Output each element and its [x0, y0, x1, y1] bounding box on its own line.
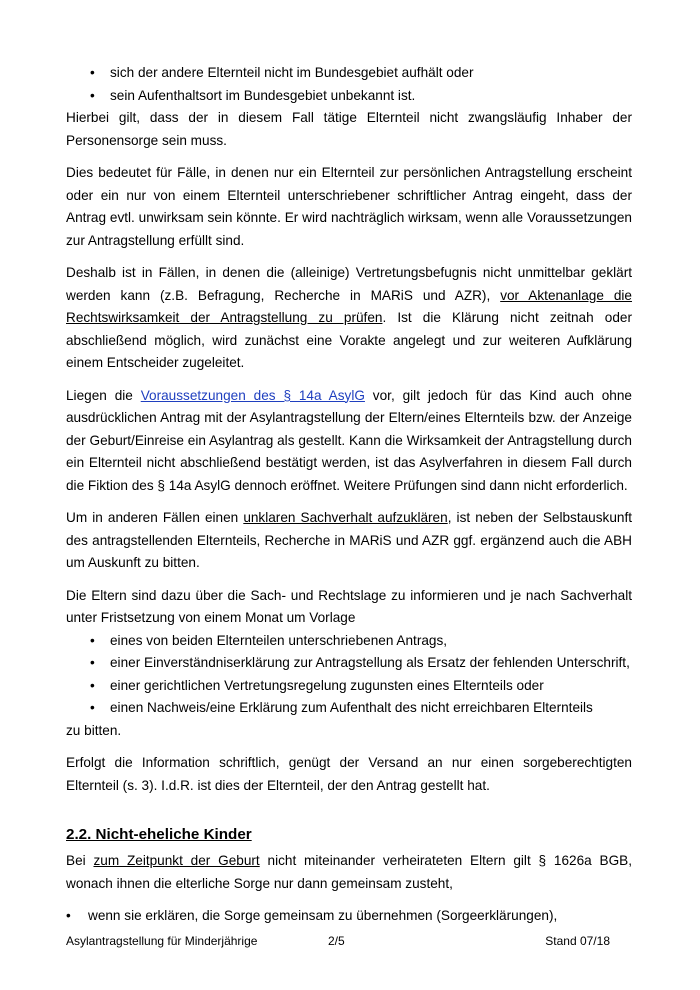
page-footer: [66, 934, 632, 950]
bullet-item: • sein Aufenthaltsort im Bundesgebiet unbekannt ist.: [66, 85, 632, 108]
paragraph: zu bitten.: [66, 722, 122, 738]
footer-date: Stand 07/18: [545, 934, 610, 948]
bullet-item: • einer Einverständniserklärung zur Antragstellung als Ersatz der fehlenden Unterschrift,: [66, 652, 632, 675]
paragraph: Hierbei gilt, dass der in diesem Fall tätige Elternteil nicht zwangsläufig Inhaber der Personensorge sein muss.: [66, 110, 632, 148]
paragraph: Dies bedeutet für Fälle, in denen nur ein Elternteil zur persönlichen Antragstellung erscheint oder ein nur von einem Elternteil unterschriebener schriftlicher Antrag eingeht, dass der Antrag evtl. unwirksam sein könnte. Er wird nachträglich wirksam, wenn alle Voraussetzungen zur Antragstellung erfüllt sind.: [66, 165, 632, 248]
text: . Ist die Klärung nicht zeitnah oder abschließend möglich, wird zunächst eine Vorakte angelegt und zur weiteren Aufklärung einem Entscheider zugeleitet.: [66, 310, 632, 370]
text: vor, gilt jedoch für das Kind auch ohne ausdrücklichen Antrag mit der Asylantragstellung der Eltern/eines Elternteils bzw. der Anzeige der Geburt/Einreise ein Asylantrag als gestellt. Kann die Wirksamkeit der Antragstellung durch ein Elternteil nicht abschließend bestätigt werden, ist das Asylverfahren in diesem Fall durch die Fiktion des § 14a AsylG dennoch eröffnet. Weitere Prüfungen sind dann nicht erforderlich.: [66, 387, 632, 493]
paragraph: [66, 850, 632, 895]
bullet-item: • eines von beiden Elternteilen unterschriebenen Antrags,: [66, 630, 632, 653]
paragraph: [66, 385, 632, 498]
bullet-item: • einen Nachweis/eine Erklärung zum Aufenthalt des nicht erreichbaren Elternteils: [66, 697, 632, 720]
underlined-text: vor Aktenanlage die Rechtswirksamkeit der Antragstellung zu prüfen: [66, 287, 632, 325]
text: Liegen die: [66, 387, 141, 403]
section-heading: 2.2. Nicht-eheliche Kinder: [66, 826, 252, 843]
paragraph: [66, 262, 632, 375]
text: Um in anderen Fällen einen: [66, 510, 244, 525]
paragraph: [66, 507, 632, 575]
bullet-item: • wenn sie erklären, die Sorge gemeinsam zu übernehmen (Sorgeerklärungen),: [66, 905, 632, 928]
bullet-item: • sich der andere Elternteil nicht im Bundesgebiet aufhält oder: [66, 62, 632, 85]
underlined-text: zum Zeitpunkt der Geburt: [93, 853, 260, 868]
text: , ist neben der Selbstauskunft des antragstellenden Elternteils, Recherche in MARiS und AZR ggf. ergänzend auch die ABH um Auskunft zu bitten.: [66, 510, 632, 570]
section-14a-link[interactable]: Voraussetzungen des § 14a AsylG: [140, 387, 365, 403]
page-number: 2/5: [328, 934, 345, 948]
text: nicht miteinander verheirateten Eltern gilt § 1626a BGB, wonach ihnen die elterliche Sorge nur dann gemeinsam zusteht,: [66, 853, 632, 891]
text: Bei: [66, 853, 94, 868]
document-page: [66, 62, 632, 928]
text: Deshalb ist in Fällen, in denen die (alleinige) Vertretungsbefugnis nicht unmittelbar geklärt werden kann (z.B. Befragung, Recherche in MARiS und AZR),: [66, 265, 632, 303]
underlined-text: unklaren Sachverhalt aufzuklären: [243, 510, 448, 525]
bullet-item: • einer gerichtlichen Vertretungsregelung zugunsten eines Elternteils oder: [66, 675, 632, 698]
footer-title: Asylantragstellung für Minderjährige: [66, 934, 258, 948]
paragraph: Erfolgt die Information schriftlich, genügt der Versand an nur einen sorgeberechtigten Elternteil (s. 3). I.d.R. ist dies der Elternteil, der den Antrag gestellt hat.: [66, 755, 632, 793]
paragraph: Die Eltern sind dazu über die Sach- und Rechtslage zu informieren und je nach Sachverhalt unter Fristsetzung von einem Monat um Vorlage: [66, 587, 632, 625]
